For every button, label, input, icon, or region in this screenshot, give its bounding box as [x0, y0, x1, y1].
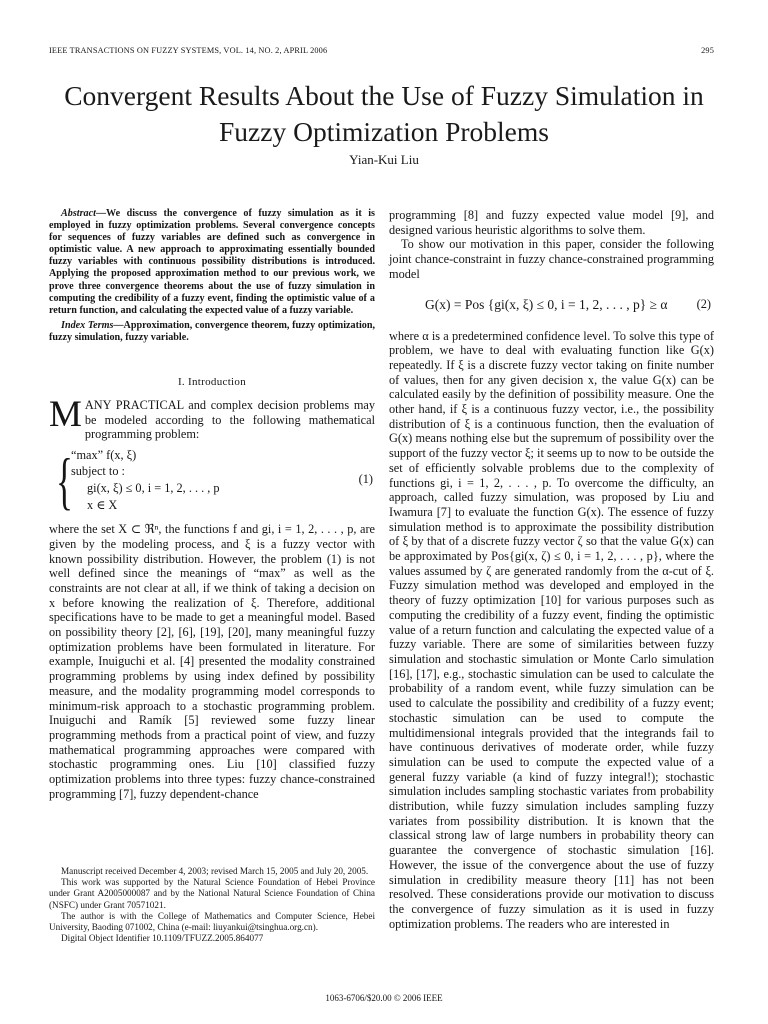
footnote-support: This work was supported by the Natural Science Foundation of Hebei Province under Grant A2005000087 and by the National Natural Science Foundation of China (NSFC) under Grant 70571021.: [49, 877, 375, 910]
page-number: 295: [701, 46, 714, 55]
right-column: [389, 208, 714, 931]
footnote-manuscript: Manuscript received December 4, 2003; revised March 15, 2005 and July 20, 2005.: [61, 866, 369, 876]
index-terms-label: Index Terms: [61, 319, 114, 331]
equation-1-line-1: “max” f(x, ξ): [71, 448, 137, 463]
abstract-text: —We discuss the convergence of fuzzy simulation as it is employed in fuzzy optimization problems. Several convergence concepts for sequences of fuzzy variables are defined such as convergence in optimistic value. A new approach to approximating essentially bounded fuzzy variables with continuous possibility distributions is introduced. Applying the proposed approximation method to our previous work, we prove three convergence theorems about the use of fuzzy simulation in computing the credibility of a fuzzy event, finding the optimistic value of a return function, and calculating the expected value of a fuzzy variable.: [49, 208, 375, 316]
right-paragraph-2: To show our motivation in this paper, consider the following joint chance-constraint in fuzzy chance-constrained programming model: [389, 237, 714, 281]
intro-paragraph-1-text: ANY PRACTICAL and complex decision problems may be modeled according to the following mathematical programming problem:: [84, 398, 375, 442]
equation-2-number: (2): [696, 296, 711, 311]
intro-paragraph-1: [49, 394, 375, 442]
footnote-affiliation: The author is with the College of Mathematics and Computer Science, Hebei University, Baoding 071002, China (e-mail: liuyankui@tsinghua.org.cn).: [49, 910, 375, 933]
abstract: [49, 208, 375, 317]
equation-2: [389, 297, 714, 319]
intro-paragraph-2: where the set X ⊂ ℜⁿ, the functions f and gi, i = 1, 2, . . . , p, are given by the modeling process, and ξ is a fuzzy vector with known possibility distribution. However, the problem (1) is not well defined since the meanings of “max” as well as the constraints are not clear at all, if we think of taking a decision on x before knowing the realization of ξ. Therefore, additional specifications have to be made to get a meaningful model. Based on possibility theory [2], [6], [19], [20], many meaningful fuzzy optimization problems have been formulated in literature. For example, Inuiguchi et al. [4] presented the modality constrained programming problems by using index defined by possibility measure, and the modality programming model corresponds to minimum-risk approach to a stochastic programming problem. Inuiguchi and Ramík [5] reviewed some fuzzy linear programming methods from a practical point of view, and fuzzy mathematical programming approaches were compared with stochastic programming ones. Liu [10] classified fuzzy optimization problems into three types: fuzzy chance-constrained programming [7], fuzzy dependent-chance: [49, 522, 375, 801]
abstract-label: Abstract: [61, 208, 96, 219]
left-column: [49, 208, 375, 802]
equation-1-line-2: subject to :: [71, 464, 125, 479]
equation-1: [49, 445, 375, 517]
index-terms: [49, 320, 375, 344]
copyright-footer: 1063-6706/$20.00 © 2006 IEEE: [325, 993, 443, 1003]
right-paragraph-3: where α is a predetermined confidence level. To solve this type of problem, we have to deal with evaluating function like G(x) repeatedly. If ξ is a discrete fuzzy vector taking on finite number of values, then for any given decision x, the value G(x) can be calculated easily by the definition of possibility measure. One the other hand, if ξ is a continuous fuzzy vector, i.e., the possibility distribution of ξ is a continuous function, then the evaluation of G(x) means nothing else but the supremum of possibility over the support of the fuzzy vector ξ; it seems up to now to be outside the set of efficiently solvable problems due to the complexity of functions gi, i = 1, 2, . . . , p. To overcome the difficulty, an approach, called fuzzy simulation, was proposed by Liu and Iwamura [7] to evaluate the function G(x). The essence of fuzzy simulation method is to approximate the possibility distribution of ξ by that of a discrete fuzzy vector ζ so that the value G(x) can be approximated by Pos{gi(x, ζ) ≤ 0, i = 1, 2, . . . , p}, where the values assumed by ζ are generated randomly from the α-cut of ξ. Fuzzy simulation method was developed and employed in the theory of fuzzy optimization [10] for various purposes such as computing the credibility of a fuzzy event, finding the optimistic value of a return function and calculating the expected value of a fuzzy variable. There are some of similarities between fuzzy simulation and stochastic simulation or Monte Carlo simulation [16], [17], e.g., stochastic simulation can be used to calculate the probability of a random event, while fuzzy simulation can be used to calculate the possibility and credibility of a fuzzy event; stochastic simulation can be used to compute the multidimensional integrals provided that the integrands fail to have continuous derivatives of moderate order, while fuzzy simulation can be used to compute the expected value of a general fuzzy variable (a kind of fuzzy integral!); stochastic simulation includes sampling stochastic variates from probability distribution, while fuzzy simulation includes sampling fuzzy variates from possibility distribution. It is known that the classical strong law of large numbers in probability theory can guarantee the convergence of stochastic simulation [16]. However, the issue of the convergence about the use of fuzzy simulation in credibility measure theory [11] has not been resolved. These considerations provide our motivation to discuss the convergence of fuzzy simulation as it is used in fuzzy optimization problems. The readers who are interested in: [389, 328, 714, 931]
equation-2-expression: G(x) = Pos {gi(x, ξ) ≤ 0, i = 1, 2, . . . , p} ≥ α: [425, 296, 668, 312]
right-paragraph-1: programming [8] and fuzzy expected value model [9], and designed various heuristic algorithms to solve them.: [389, 208, 714, 237]
footnotes: [49, 866, 375, 944]
footnote-doi: Digital Object Identifier 10.1109/TFUZZ.2005.864077: [61, 933, 264, 944]
section-heading-introduction: I. Introduction: [177, 376, 247, 389]
equation-1-line-4: x ∈ X: [87, 498, 118, 513]
index-terms-text: —Approximation, convergence theorem, fuzzy optimization, fuzzy simulation, fuzzy variable.: [49, 319, 375, 343]
author-name: Yian-Kui Liu: [349, 152, 419, 167]
brace-symbol: {: [56, 445, 73, 517]
running-head-journal: IEEE TRANSACTIONS ON FUZZY SYSTEMS, VOL. 14, NO. 2, APRIL 2006: [49, 46, 328, 55]
equation-1-number: (1): [358, 472, 373, 487]
paper-title: Convergent Results About the Use of Fuzzy Simulation in Fuzzy Optimization Problems: [64, 80, 704, 147]
drop-cap: M: [49, 394, 82, 436]
equation-1-line-3: gi(x, ξ) ≤ 0, i = 1, 2, . . . , p: [87, 481, 220, 496]
